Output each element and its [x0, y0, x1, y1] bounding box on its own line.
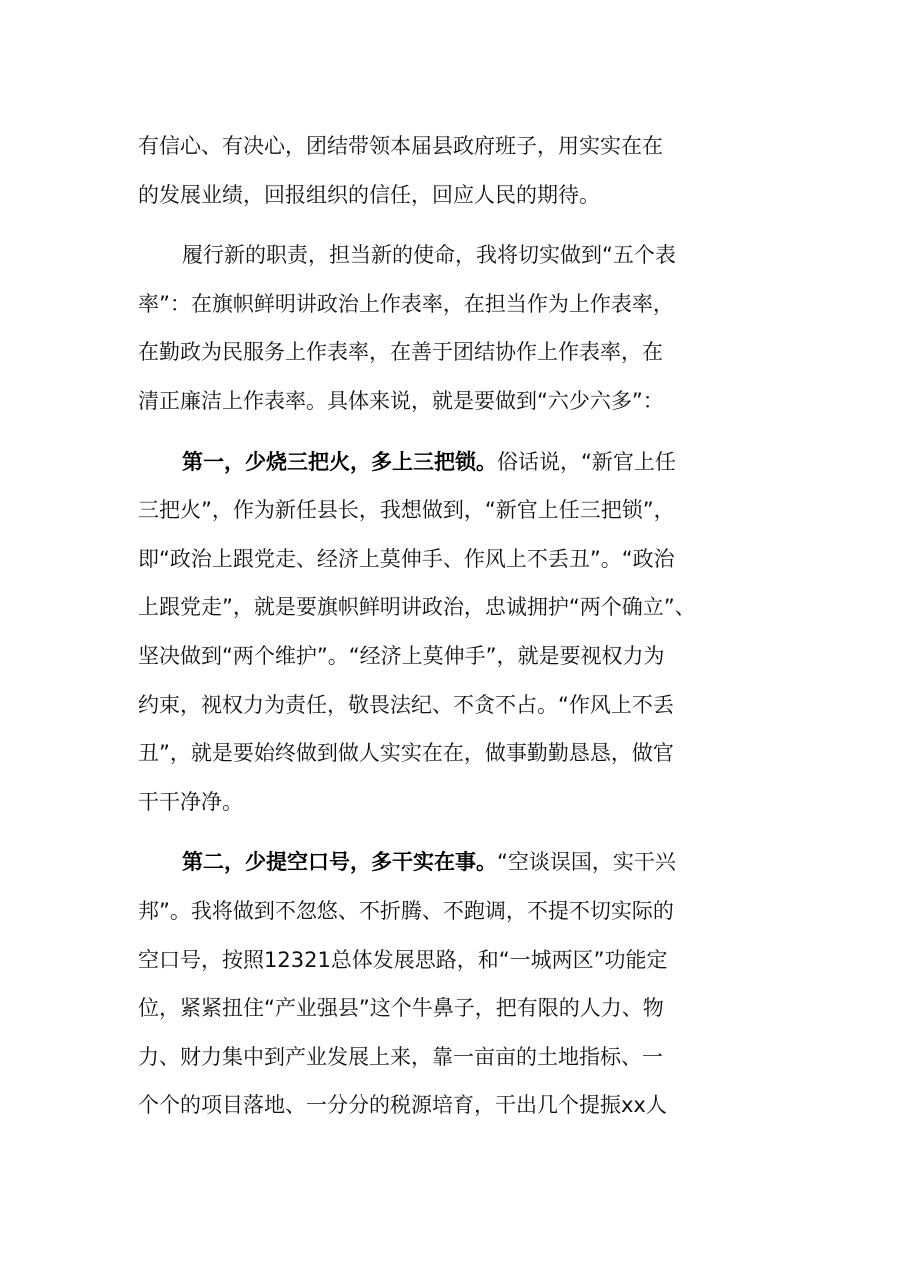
section-heading-1: 第一，少烧三把火，多上三把锁。	[182, 449, 497, 474]
paragraph-3	[138, 438, 778, 827]
text-line: 力、财力集中到产业发展上来，靠一亩亩的土地指标、一	[138, 1044, 663, 1069]
text-line: 约束，视权力为责任，敬畏法纪、不贪不占。“作风上不丢	[138, 692, 674, 717]
text-run: “空谈误国，实干兴	[497, 850, 676, 875]
text-line	[138, 838, 778, 887]
text-line: 清正廉洁上作表率。具体来说，就是要做到“六少六多”：	[138, 388, 664, 413]
text-line: 位，紧紧扭住“产业强县”这个牛鼻子，把有限的人力、物	[138, 996, 664, 1021]
paragraph-spacing	[138, 426, 778, 438]
text-line: 坚决做到“两个维护”。“经济上莫伸手”，就是要视权力为	[138, 643, 665, 668]
text-line: 干干净净。	[138, 789, 243, 814]
text-line: 履行新的职责，担当新的使命，我将切实做到“五个表	[182, 243, 676, 268]
text-line: 三把火”，作为新任县长，我想做到，“新官上任三把锁”，	[138, 498, 675, 523]
text-line: 上跟党走”，就是要旗帜鲜明讲政治，忠诚拥护“两个确立”、	[138, 595, 696, 620]
text-line: 在勤政为民服务上作表率，在善于团结协作上作表率，在	[138, 340, 663, 365]
text-line: 个个的项目落地、一分分的税源培育，干出几个提振xx人	[138, 1093, 667, 1118]
paragraph-1	[138, 122, 778, 219]
paragraph-4	[138, 838, 778, 1130]
text-line: 有信心、有决心，团结带领本届县政府班子，用实实在在	[138, 134, 663, 158]
document-body	[138, 122, 778, 1130]
text-line: 丑”，就是要始终做到做人实实在在，做事勤勤恳恳，做官	[138, 741, 674, 766]
text-line: 的发展业绩，回报组织的信任，回应人民的期待。	[138, 182, 600, 207]
text-line: 即“政治上跟党走、经济上莫伸手、作风上不丢丑”。“政治	[138, 546, 675, 571]
text-line: 邦”。我将做到不忽悠、不折腾、不跑调，不提不切实际的	[138, 898, 674, 923]
section-heading-2: 第二，少提空口号，多干实在事。	[182, 850, 497, 875]
text-run: 俗话说，“新官上任	[497, 449, 676, 474]
paragraph-2	[138, 231, 778, 425]
paragraph-spacing	[138, 826, 778, 838]
paragraph-spacing	[138, 219, 778, 231]
text-line: 空口号，按照12321总体发展思路，和“一城两区”功能定	[138, 947, 668, 972]
text-line: 率”：在旗帜鲜明讲政治上作表率，在担当作为上作表率，	[138, 291, 674, 316]
text-line	[138, 438, 778, 487]
